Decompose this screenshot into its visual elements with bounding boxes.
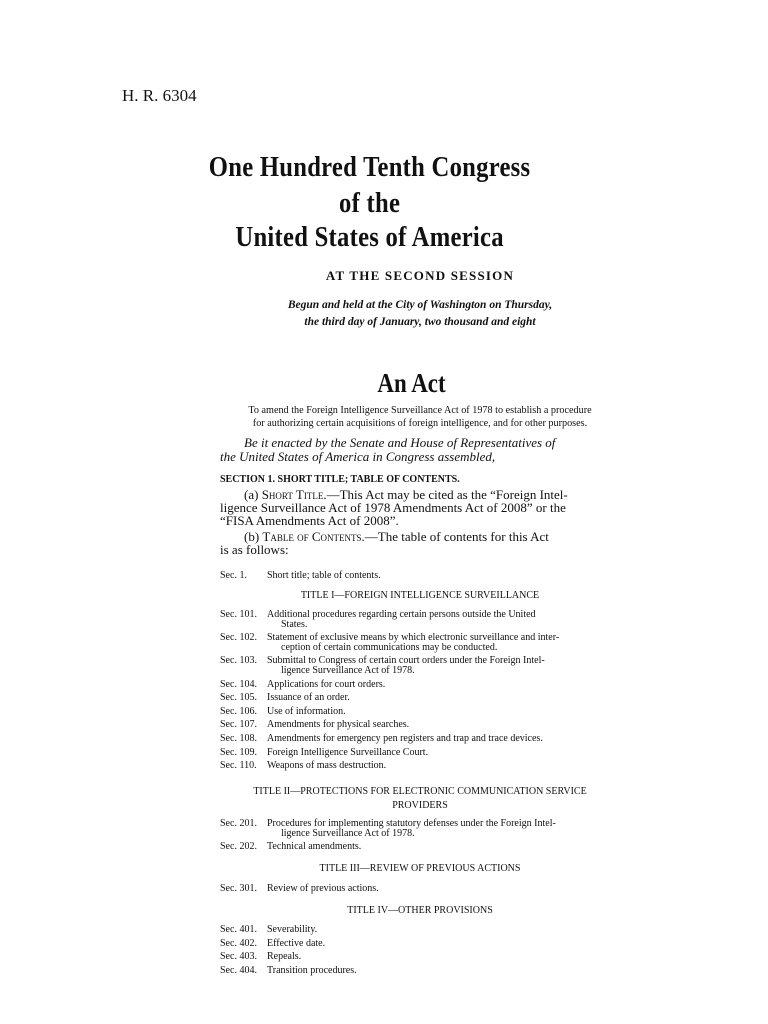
toc-section-text-line1: Amendments for physical searches. xyxy=(267,719,410,731)
purpose-line2: for authorizing certain acquisitions of foreign intelligence, and for other purposes. xyxy=(252,418,588,429)
toc-section-text xyxy=(267,966,620,976)
begun-line1: Begun and held at the City of Washington on Thursday, xyxy=(287,299,553,311)
toc-section-text-line1: Review of previous actions. xyxy=(267,883,379,894)
list-item xyxy=(220,707,620,717)
toc-section-text xyxy=(267,884,620,894)
toc-section-text xyxy=(267,925,620,935)
toc-section-text-line1: Additional procedures regarding certain persons outside the United xyxy=(267,609,536,620)
toc-title2-heading-line2: PROVIDERS xyxy=(392,799,448,811)
list-item xyxy=(220,842,620,852)
para-a-text-line2: ligence Surveillance Act of 1978 Amendments Act of 2008” or the xyxy=(220,500,566,515)
toc-section-text xyxy=(267,720,620,730)
toc-title3-heading: TITLE III—REVIEW OF PREVIOUS ACTIONS xyxy=(319,863,521,874)
toc-section-text xyxy=(267,819,620,838)
enacting-clause xyxy=(220,436,620,464)
para-b-caption: Table of Contents xyxy=(262,529,362,544)
list-item xyxy=(220,819,620,838)
toc-section-number: Sec. 201. xyxy=(220,818,257,829)
toc-title2-list xyxy=(220,819,620,852)
begun-line2: the third day of January, two thousand and eight xyxy=(304,316,536,328)
toc-section-number: Sec. 108. xyxy=(220,732,257,744)
list-item xyxy=(220,734,620,744)
toc-section-text xyxy=(267,610,620,629)
toc-title2-block xyxy=(220,787,620,810)
toc-section-number: Sec. 404. xyxy=(220,964,257,976)
toc-section-number: Sec. 107. xyxy=(220,719,257,731)
enacting-line1: Be it enacted by the Senate and House of Representatives of xyxy=(244,435,556,450)
list-item xyxy=(220,939,620,949)
toc-section1 xyxy=(220,571,620,581)
toc-section-text xyxy=(267,939,620,949)
toc-title3-list xyxy=(220,884,620,894)
toc-title1-block xyxy=(220,591,620,601)
toc-section-text: Short title; table of contents. xyxy=(267,570,381,581)
toc-section-number: Sec. 403. xyxy=(220,951,257,963)
toc-section-text-line1: Transition procedures. xyxy=(267,964,357,976)
purpose-clause xyxy=(0,404,768,430)
toc-title3-block xyxy=(220,864,620,874)
congress-title-line2: of the xyxy=(339,188,401,219)
purpose-line1: To amend the Foreign Intelligence Surveillance Act of 1978 to establish a procedure xyxy=(248,405,592,416)
toc-section-number: Sec. 110. xyxy=(220,760,257,772)
toc-section-text-line1: Effective date. xyxy=(267,937,326,949)
act-heading: An Act xyxy=(377,368,446,398)
toc-section-text xyxy=(267,693,620,703)
toc-section-text-line1: Weapons of mass destruction. xyxy=(267,760,387,772)
toc-section-text-line1: Amendments for emergency pen registers and trap and trace devices. xyxy=(267,732,543,744)
list-item xyxy=(220,966,620,976)
toc-section-number: Sec. 105. xyxy=(220,692,257,704)
bill-number: H. R. 6304 xyxy=(122,86,197,105)
para-a-label: (a) xyxy=(244,487,262,502)
list-item xyxy=(220,748,620,758)
toc-section-text-line1: Issuance of an order. xyxy=(267,692,350,704)
toc-title1-heading: TITLE I—FOREIGN INTELLIGENCE SURVEILLANCE xyxy=(300,590,540,601)
list-item xyxy=(220,884,620,894)
toc-section-text-line1: Severability. xyxy=(267,924,318,935)
toc-section-text-line1: Procedures for implementing statutory defenses under the Foreign Intel- xyxy=(267,818,556,829)
list-item xyxy=(220,656,620,675)
toc-section-text xyxy=(267,633,620,652)
list-item xyxy=(220,610,620,629)
section1-heading: SECTION 1. SHORT TITLE; TABLE OF CONTENTS. xyxy=(220,474,460,485)
toc-section-number: Sec. 102. xyxy=(220,632,257,644)
toc-section-text xyxy=(267,656,620,675)
para-b-text-line1: .—The table of contents for this Act xyxy=(361,529,549,544)
toc-section-text xyxy=(267,761,620,771)
toc-section-text xyxy=(267,680,620,690)
toc-section-text-line1: Applications for court orders. xyxy=(267,678,386,690)
toc-section-text-line2: States. xyxy=(281,618,308,630)
para-b-label: (b) xyxy=(244,529,263,544)
toc-title1-list xyxy=(220,610,620,771)
toc-section-text-line2: ligence Surveillance Act of 1978. xyxy=(281,827,415,839)
toc-section-text-line1: Use of information. xyxy=(267,705,346,717)
toc-section-number: Sec. 401. xyxy=(220,924,257,935)
toc-section-text-line1: Statement of exclusive means by which electronic surveillance and inter- xyxy=(267,632,560,644)
para-b-text-line2: is as follows: xyxy=(220,542,289,557)
toc-section-text-line1: Technical amendments. xyxy=(267,841,362,853)
toc-section-text xyxy=(267,952,620,962)
begun-statement xyxy=(0,297,768,331)
list-item xyxy=(220,761,620,771)
list-item xyxy=(220,952,620,962)
toc-section-text xyxy=(267,734,620,744)
toc-section-number: Sec. 1. xyxy=(220,570,247,581)
toc-section-text-line2: ligence Surveillance Act of 1978. xyxy=(281,664,415,676)
congress-title-line1: One Hundred Tenth Congress xyxy=(208,152,531,183)
toc-title4-block xyxy=(220,906,620,916)
toc-section-text xyxy=(267,748,620,758)
list-item xyxy=(220,720,620,730)
para-a-caption: Short Title xyxy=(261,487,324,502)
list-item xyxy=(220,680,620,690)
toc-section-text-line1: Repeals. xyxy=(267,951,302,963)
toc-title4-heading: TITLE IV—OTHER PROVISIONS xyxy=(347,905,493,916)
toc-section-text-line2: ception of certain communications may be conducted. xyxy=(281,641,498,653)
toc-section-number: Sec. 202. xyxy=(220,841,257,853)
toc-section-number: Sec. 104. xyxy=(220,678,257,690)
para-a-text-line1: .—This Act may be cited as the “Foreign Intel- xyxy=(323,487,568,502)
toc-section-text-line1: Foreign Intelligence Surveillance Court. xyxy=(267,746,429,758)
list-item xyxy=(220,693,620,703)
toc-section-text xyxy=(267,707,620,717)
toc-title2-heading-line1: TITLE II—PROTECTIONS FOR ELECTRONIC COMMUNICATION SERVICE xyxy=(253,786,587,797)
enacting-line2: the United States of America in Congress assembled, xyxy=(220,449,496,464)
toc-title4-list xyxy=(220,925,620,975)
toc-section-number: Sec. 109. xyxy=(220,746,257,758)
toc-section-number: Sec. 402. xyxy=(220,937,257,949)
list-item xyxy=(220,633,620,652)
para-a-text-line3: “FISA Amendments Act of 2008”. xyxy=(220,513,399,528)
list-item xyxy=(220,571,620,581)
toc-section-number: Sec. 103. xyxy=(220,655,257,667)
toc-section-text xyxy=(267,842,620,852)
toc-section-number: Sec. 301. xyxy=(220,883,257,894)
toc-section-number: Sec. 101. xyxy=(220,609,257,620)
session-heading: AT THE SECOND SESSION xyxy=(325,268,515,283)
short-title-paragraph xyxy=(220,488,620,527)
list-item xyxy=(220,925,620,935)
toc-section-number: Sec. 106. xyxy=(220,705,257,717)
toc-section-text-line1: Submittal to Congress of certain court orders under the Foreign Intel- xyxy=(267,655,545,667)
congress-title-line3: United States of America xyxy=(235,222,504,253)
table-of-contents-paragraph xyxy=(220,530,620,556)
